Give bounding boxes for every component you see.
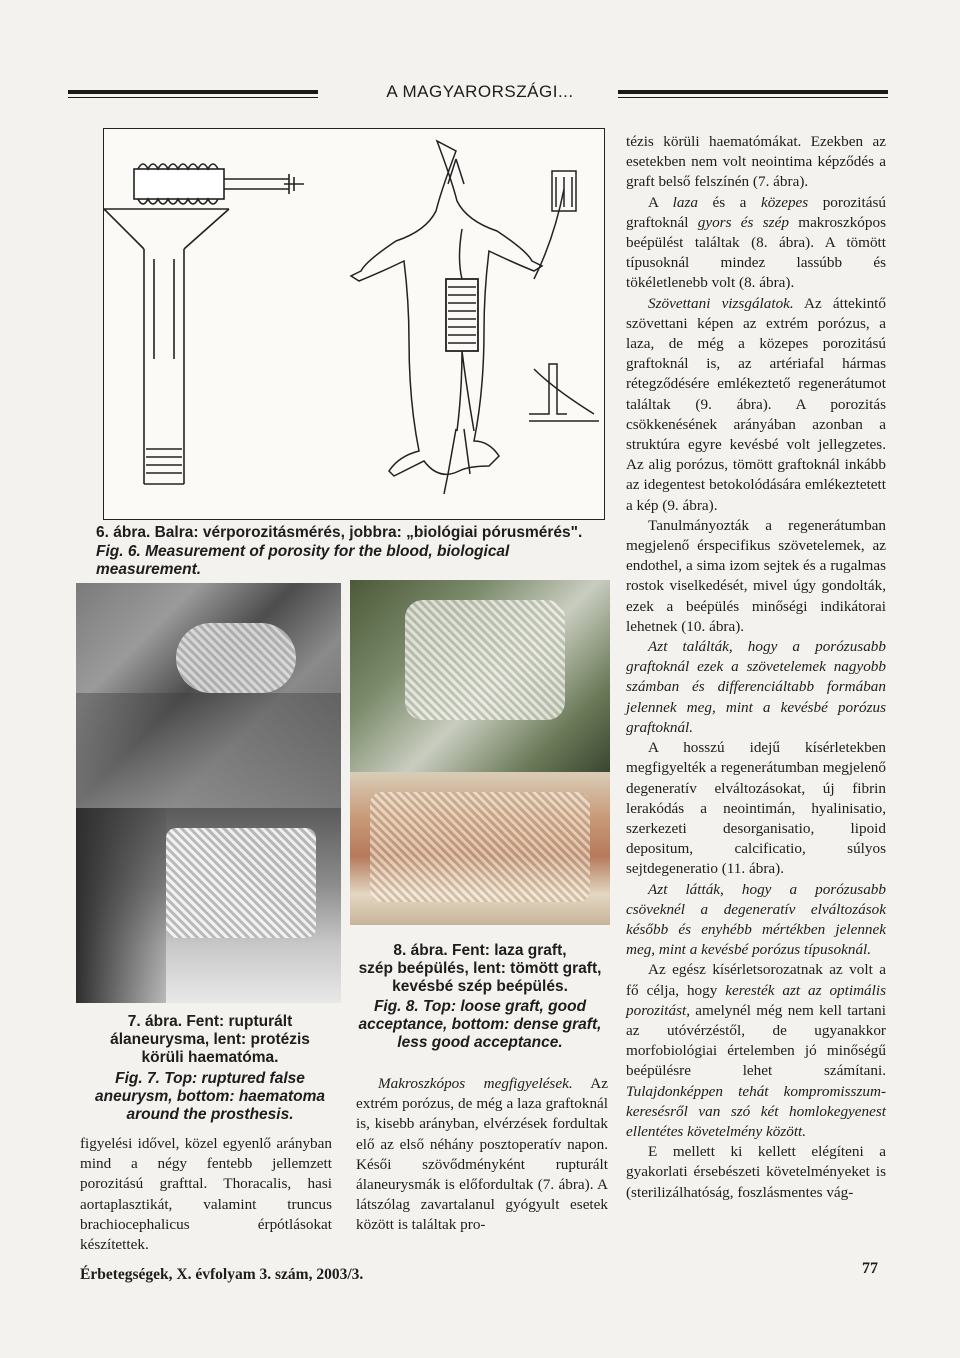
text-run: Az áttekintő szövettani képen az extrém porózus, a laza, de még a közepes porozitású graftoknál is, az artériafal hármas rétegződésére emlékeztető regenerátumot találtak (9. ábra). A porozitás csökkenésének arányában azonban a struktúra egyre kevésbé volt jellegzetes. Az alig porózus, tömött graftoknál inkább az idegentest betokolódására emlékeztetett a kép (9. ábra). (626, 294, 886, 514)
header-rule-left-thin (68, 97, 318, 98)
figure-7-caption-line: aneurysm, bottom: haematoma (95, 1088, 325, 1105)
text-run: amelynél még nem kell tartani az utóvérzéstől, de ugyanakkor morfobiológiai értelemben jó minőségű beépülésre lehet számítani. (626, 1001, 886, 1080)
figure-7-caption-hu (80, 1013, 340, 1067)
right-paragraph-7 (626, 880, 886, 961)
page-number: 77 (862, 1260, 878, 1277)
middle-column-text (356, 1074, 608, 1236)
text-run-italic: közepes (760, 193, 809, 211)
porosity-funnel-apparatus (104, 164, 304, 484)
right-column-text (626, 132, 886, 1203)
text-run: porozitású graftoknál (626, 193, 886, 231)
figure-8-caption-line: kevésbé szép beépülés. (392, 978, 568, 995)
text-run-italic: Tulajdonképpen tehát kompromisszum-keresésről van szó két homlokegyenest ellentétes követelmény között. (626, 1082, 886, 1140)
left-column-text (80, 1134, 332, 1255)
right-paragraph-5 (626, 637, 886, 738)
graft-texture (166, 828, 316, 938)
text-run: makroszkópos beépülést találtak (8. ábra). A tömött típusoknál mindez lassúbb és tökéletlenebb volt (8. ábra). (626, 213, 886, 292)
left-column-paragraph: figyelési idővel, közel egyenlő arányban mind a négy fentebb jellemzett porozitású grafttal. Thoracalis, hasi aortaplasztikát, valamint truncus brachiocephalicus érpótlásokat készítettek. (80, 1135, 332, 1254)
text-run-italic: Azt látták, hogy a porózusabb csöveknél a degeneratív elváltozások később és enyhébb mértékben jelennek meg, mint a kevésbé porózus típusoknál. (626, 880, 886, 959)
figure-8-caption-en (350, 998, 610, 1052)
figure-6-caption-en: Fig. 6. Measurement of porosity for the blood, biological measurement. (96, 543, 510, 578)
text-run-italic: laza (672, 193, 698, 211)
header-rule-left-thick (68, 90, 318, 94)
right-paragraph-8 (626, 960, 886, 1142)
text-run: és a (697, 193, 761, 211)
graft-texture (370, 792, 590, 902)
figure-7-top-photo (76, 583, 341, 808)
text-run: Az egész kísérletsorozatnak az volt a fő célja, hogy (626, 961, 886, 999)
figure-7-caption-line: around the prosthesis. (126, 1106, 294, 1123)
right-paragraph-9: E mellett ki kellett elégíteni a gyakorlati érsebészeti követelményeket is (sterilizálhatóság, foszlásmentes vág- (626, 1143, 886, 1201)
figure-8-caption-line: Fig. 8. Top: loose graft, good (373, 998, 587, 1015)
figure-8-caption-line: less good acceptance. (397, 1034, 563, 1051)
figure-8-top-photo (350, 580, 610, 772)
text-run: A (648, 193, 673, 211)
figure-7-caption-line: 7. ábra. Fent: rupturált (127, 1013, 293, 1030)
journal-footer: Érbetegségek, X. évfolyam 3. szám, 2003/3. (80, 1266, 364, 1283)
text-run-italic: gyors és szép (697, 213, 789, 231)
right-paragraph-4: Tanulmányozták a regenerátumban megjelenő érspecifikus szövetelemek, az endothel, a sima izom sejtek és a rugalmas rostok viselkedését, mivel úgy gondolták, ezek a beépülés minőségi indikátorai lehetnek (10. ábra). (626, 516, 886, 635)
figure-8-caption-hu (350, 942, 610, 996)
right-paragraph-1: tézis körüli haematómákat. Ezekben az esetekben nem volt neointima képződés a graft belső felszínén (7. ábra). (626, 133, 886, 191)
tissue-shadow (76, 693, 341, 808)
figure-7-bottom-photo (76, 808, 341, 1003)
right-paragraph-2 (626, 193, 886, 294)
macroscopic-paragraph (356, 1074, 608, 1236)
figure-7-caption-line: körüli haematóma. (141, 1049, 279, 1066)
figure-6-caption-hu: 6. ábra. Balra: vérporozitásmérés, jobbra: „biológiai pórusmérés". (96, 524, 583, 541)
figure-7-caption-line: Fig. 7. Top: ruptured false (115, 1070, 305, 1087)
figure-8-bottom-photo (350, 772, 610, 925)
text-run-italic: Azt találták, hogy a porózusabb graftoknál ezek a szövetelemek nagyobb számban és differenciáltabb formában jelennek meg, mint a kevésbé porózus graftoknál. (626, 638, 886, 736)
figure-8-caption-line: szép beépülés, lent: tömött graft, (358, 960, 602, 977)
figure-8-caption-line: 8. ábra. Fent: laza graft, (393, 942, 567, 959)
text-run-italic: keresték azt az optimális porozitást, (626, 981, 886, 1019)
figure-6-frame (103, 128, 605, 520)
animal-implant-diagram (351, 141, 599, 494)
figure-6-diagram (104, 129, 604, 519)
figure-7-caption-line: álaneurysma, lent: protézis (110, 1031, 310, 1048)
macroscopic-text: Az extrém porózus, de még a laza graftoknál is, kisebb arányban, elvérzések fordultak elő az első néhány posztoperatív napon. Késői szövődményként rupturált álaneurysmák is előfordultak (7. ábra). A látszólag zavartalanul gyógyult esetek között is találtak pro- (356, 1075, 608, 1234)
figure-8-caption-line: acceptance, bottom: dense graft, (358, 1016, 602, 1033)
right-paragraph-3 (626, 294, 886, 516)
running-title: A MAGYARORSZÁGI... (386, 82, 574, 101)
graft-texture (405, 600, 565, 720)
haematoma-shadow (76, 808, 166, 1003)
macroscopic-heading: Makroszkópos megfigyelések. (378, 1075, 573, 1092)
histology-heading: Szövettani vizsgálatok. (648, 294, 794, 312)
figure-7-caption-en (80, 1070, 340, 1124)
graft-texture (176, 623, 296, 693)
right-paragraph-6: A hosszú idejű kísérletekben megfigyelték a regenerátumban megjelenő degeneratív elváltozásokat, új fibrin lerakódás a neointimán, hyalinisatio, szerkezeti desorganisatio, lipoid depositum, calcificatio, súlyos sejtdegeneratio (11. ábra). (626, 739, 886, 878)
